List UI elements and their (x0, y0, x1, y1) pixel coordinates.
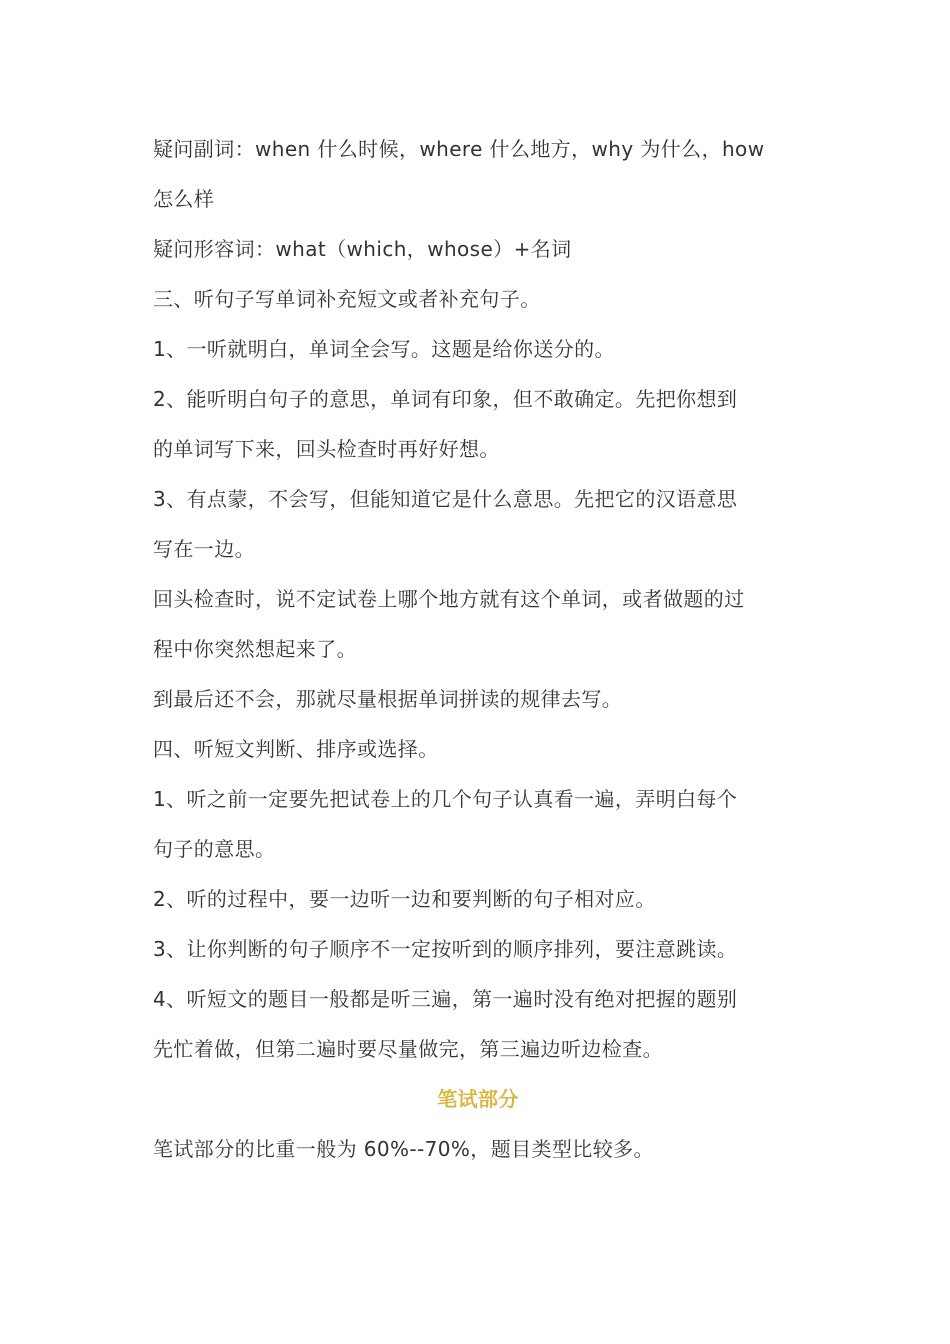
text-line: 程中你突然想起来了。 (153, 637, 357, 661)
section-title-listening-passage: 四、听短文判断、排序或选择。 (153, 737, 439, 761)
text-line: 1、一听就明白，单词全会写。这题是给你送分的。 (153, 337, 615, 361)
text-line: 4、听短文的题目一般都是听三遍，第一遍时没有绝对把握的题别 (153, 987, 738, 1011)
text-line: 回头检查时，说不定试卷上哪个地方就有这个单词，或者做题的过 (153, 587, 745, 611)
text-line: 2、能听明白句子的意思，单词有印象，但不敢确定。先把你想到 (153, 387, 738, 411)
text-line: 写在一边。 (153, 537, 255, 561)
text-line: 怎么样 (153, 187, 215, 211)
section-heading-written-part: 笔试部分 (437, 1087, 519, 1111)
text-line: 句子的意思。 (153, 837, 276, 861)
text-line: 的单词写下来，回头检查时再好好想。 (153, 437, 500, 461)
document-page (153, 124, 803, 1174)
text-line: 疑问副词：when 什么时候，where 什么地方，why 为什么，how (153, 137, 765, 161)
text-line: 2、听的过程中，要一边听一边和要判断的句子相对应。 (153, 887, 656, 911)
text-line: 3、有点蒙，不会写，但能知道它是什么意思。先把它的汉语意思 (153, 487, 738, 511)
text-line: 到最后还不会，那就尽量根据单词拼读的规律去写。 (153, 687, 623, 711)
text-line: 笔试部分的比重一般为 60%--70%，题目类型比较多。 (153, 1137, 654, 1161)
text-line: 1、听之前一定要先把试卷上的几个句子认真看一遍，弄明白每个 (153, 787, 738, 811)
text-line: 3、让你判断的句子顺序不一定按听到的顺序排列，要注意跳读。 (153, 937, 738, 961)
text-line: 疑问形容词：what（which，whose）+名词 (153, 237, 572, 261)
section-title-listening-sentences: 三、听句子写单词补充短文或者补充句子。 (153, 287, 541, 311)
text-line: 先忙着做，但第二遍时要尽量做完，第三遍边听边检查。 (153, 1037, 663, 1061)
